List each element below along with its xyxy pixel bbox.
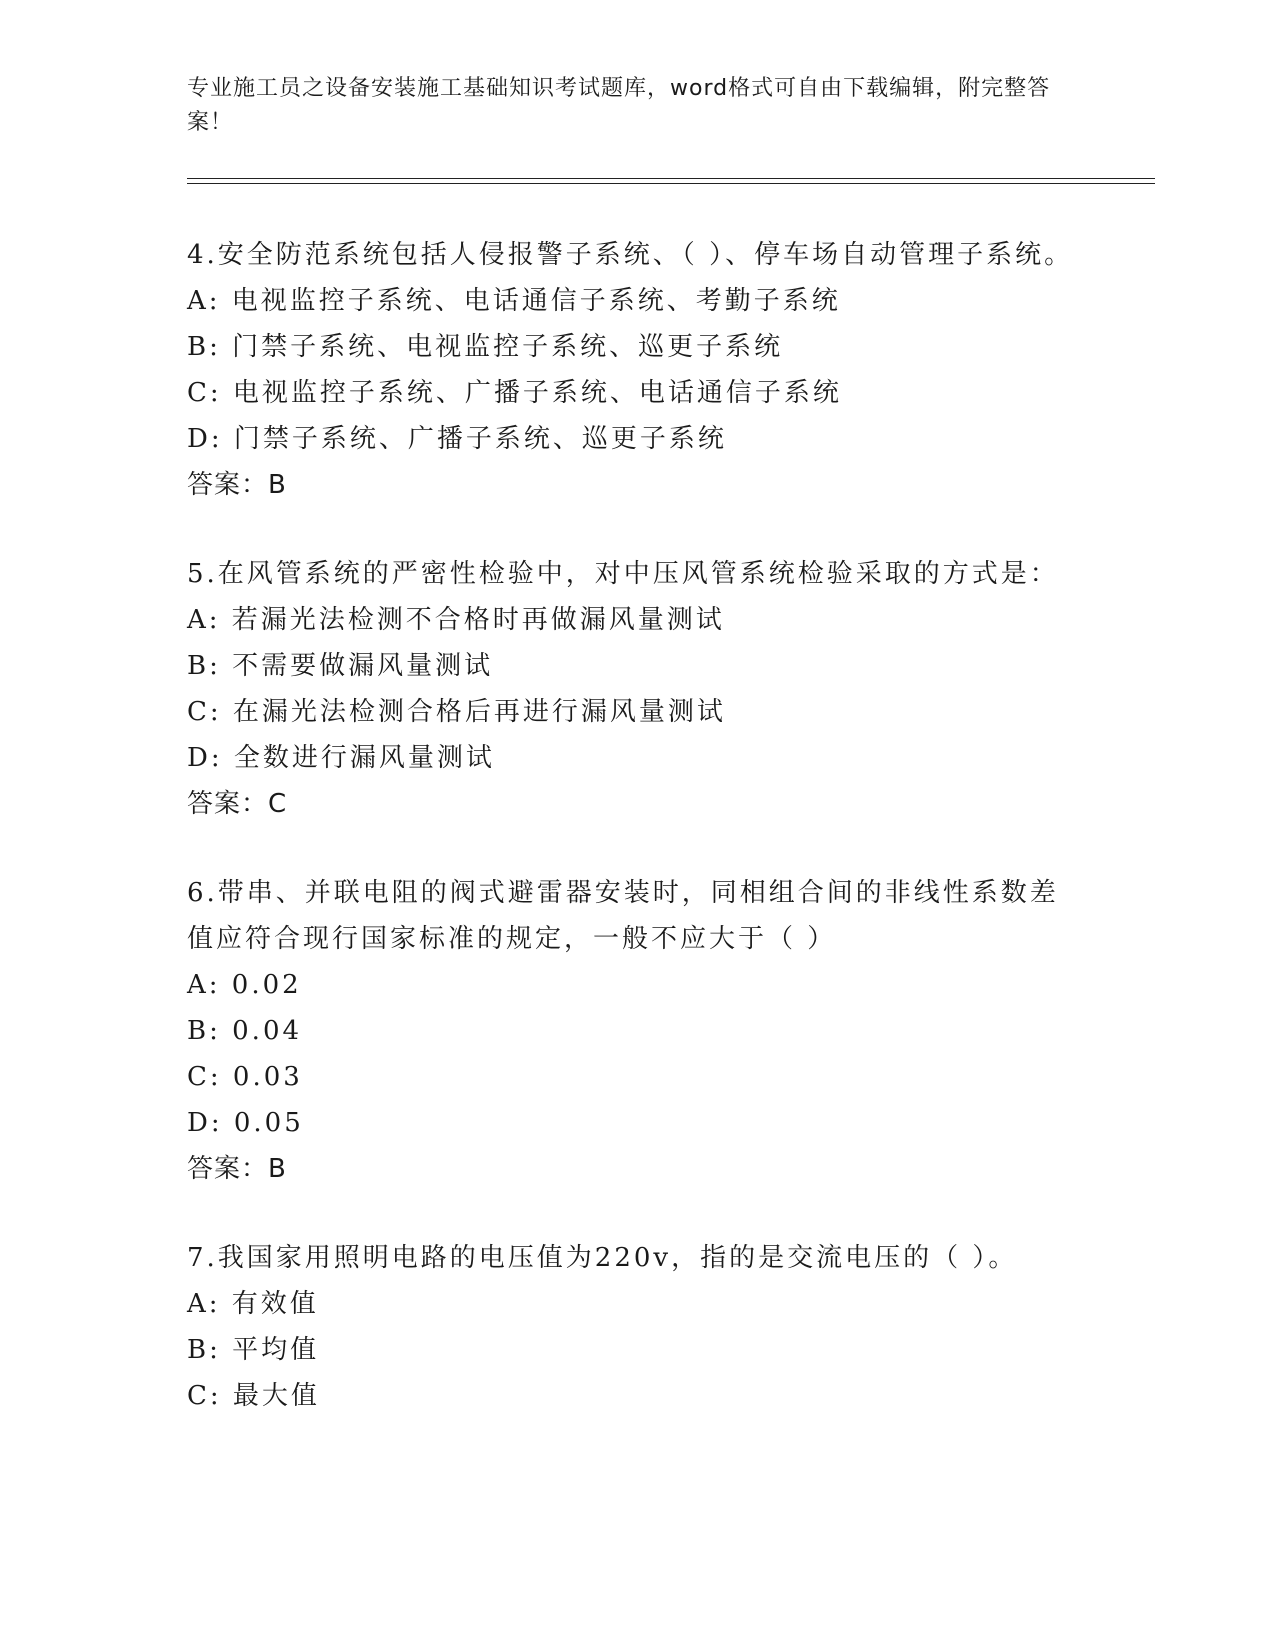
header-rule-bottom	[187, 183, 1155, 184]
option-c: C: 在漏光法检测合格后再进行漏风量测试	[187, 697, 726, 727]
question-4	[187, 232, 1087, 508]
question-text: 6.带串、并联电阻的阀式避雷器安装时，同相组合间的非线性系数差值应符合现行国家标准的规定，一般不应大于（ ）	[187, 878, 1059, 954]
option-a: A: 若漏光法检测不合格时再做漏风量测试	[187, 605, 725, 635]
option-c: C: 电视监控子系统、广播子系统、电话通信子系统	[187, 378, 842, 408]
option-d: D: 全数进行漏风量测试	[187, 743, 495, 773]
option-a: A: 电视监控子系统、电话通信子系统、考勤子系统	[187, 286, 841, 316]
question-text: 7.我国家用照明电路的电压值为220v，指的是交流电压的（ ）。	[187, 1243, 1018, 1273]
option-d: D: 门禁子系统、广播子系统、巡更子系统	[187, 424, 727, 454]
answer: 答案：B	[187, 1154, 287, 1184]
header-rule-top	[187, 178, 1155, 179]
option-b: B: 门禁子系统、电视监控子系统、巡更子系统	[187, 332, 784, 362]
question-6	[187, 870, 1087, 1192]
option-a: A: 0.02	[187, 970, 302, 1000]
question-7	[187, 1235, 1087, 1419]
question-5	[187, 551, 1087, 827]
question-list	[187, 232, 1087, 1462]
answer: 答案：B	[187, 470, 287, 500]
option-b: B: 不需要做漏风量测试	[187, 651, 494, 681]
option-c: C: 0.03	[187, 1062, 303, 1092]
document-header: 专业施工员之设备安装施工基础知识考试题库，word格式可自由下载编辑，附完整答案！	[187, 76, 1051, 135]
option-a: A: 有效值	[187, 1289, 319, 1319]
option-b: B: 0.04	[187, 1016, 303, 1046]
question-text: 4.安全防范系统包括人侵报警子系统、（ ）、停车场自动管理子系统。	[187, 240, 1074, 270]
option-b: B: 平均值	[187, 1335, 320, 1365]
question-text: 5.在风管系统的严密性检验中，对中压风管系统检验采取的方式是：	[187, 559, 1059, 589]
answer: 答案：C	[187, 789, 288, 819]
option-c: C: 最大值	[187, 1381, 320, 1411]
option-d: D: 0.05	[187, 1108, 304, 1138]
